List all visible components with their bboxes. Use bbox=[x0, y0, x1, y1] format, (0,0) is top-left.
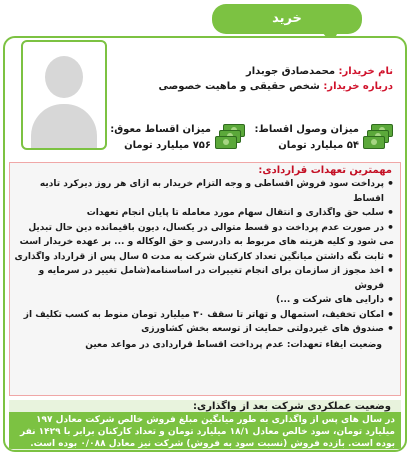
obligations-list bbox=[10, 177, 400, 337]
overdue-installments-value: ۷۵۶ میلیارد تومان bbox=[124, 140, 211, 151]
cash-bundle-icon bbox=[215, 124, 245, 148]
performance-title: وضعیت عملکردی شرکت بعد از واگذاری: bbox=[193, 401, 391, 412]
list-item: • سلب حق واگذاری و انتقال سهام مورد معامله تا پایان انجام تعهدات bbox=[14, 206, 394, 221]
obligations-section bbox=[9, 162, 401, 396]
performance-text: در سال های پس از واگذاری به طور میانگین مبلغ فروش خالص شرکت معادل ۱۹۷ میلیارد تومان، سود خالص معادل ۱۸/۱ میلیارد تومان و تعداد کارکنان برابر با ۱۴۲۹ نفر بوده است. بازده فروش (نسبت سود به فروش) شرکت نیز معادل ۰/۰۸۸ بوده است. bbox=[9, 412, 401, 449]
obligations-title: مهمترین تعهدات قراردادی: bbox=[258, 165, 392, 176]
buyer-name-value: محمدصادق جوبدار bbox=[246, 66, 336, 77]
buyer-about-label: درباره خریدار: bbox=[323, 81, 393, 92]
buyer-info bbox=[123, 66, 393, 96]
list-item: • صندوق های غیردولتی حمایت از توسعه بخش کشاورزی bbox=[14, 322, 394, 337]
avatar-body bbox=[31, 104, 97, 148]
list-item: می شود و کلیه هزینه های مربوط به دادرسی و حق الوکاله و ... بر عهده خریدار است bbox=[19, 237, 394, 247]
list-item: • ثابت نگه داشتن میانگین تعداد کارکنان شرکت به مدت ۵ سال پس از قرارداد واگذاری bbox=[14, 250, 394, 265]
buyer-card bbox=[3, 36, 407, 452]
list-item: • دارایی های شرکت و ...) bbox=[14, 293, 394, 308]
buyer-about-value: شخص حقیقی و ماهیت خصوصی bbox=[158, 81, 320, 92]
installment-receipt-label: میزان وصول اقساط: bbox=[254, 124, 359, 135]
list-item: • امکان تخفیف، استمهال و تهاتر تا سقف ۳۰ میلیارد تومان منوط به کسب تکلیف از bbox=[14, 308, 394, 323]
list-item: • پرداخت سود فروش اقساطی و وجه التزام خریدار به ازای هر روز دیرکرد تادیه اقساط bbox=[14, 177, 394, 206]
fulfillment-status bbox=[10, 338, 400, 352]
list-item: • در صورت عدم پرداخت دو قسط متوالی در یکسال، دیون باقیمانده دین حال تبدیل bbox=[14, 221, 394, 236]
buyer-about-row bbox=[123, 81, 393, 92]
buyer-name-row bbox=[123, 66, 393, 77]
performance-section bbox=[9, 400, 401, 450]
fulfillment-label: وضعیت ایفاء تعهدات: bbox=[286, 339, 382, 350]
header-title: خرید bbox=[212, 4, 362, 34]
overdue-installments-label: میزان اقساط معوق: bbox=[110, 124, 211, 135]
overdue-installments-stat bbox=[95, 120, 245, 162]
list-item: • اخذ مجوز از سازمان برای انجام تغییرات در اساسنامه(شامل تغییر در سرمایه و فروش bbox=[14, 264, 394, 293]
avatar-head bbox=[45, 56, 83, 98]
cash-bundle-icon bbox=[363, 124, 393, 148]
fulfillment-value: عدم پرداخت اقساط قراردادی در مواعد معین bbox=[85, 339, 284, 350]
installment-receipt-stat bbox=[243, 120, 393, 162]
buyer-name-label: نام خریدار: bbox=[338, 66, 393, 77]
installment-receipt-value: ۵۴ میلیارد تومان bbox=[278, 140, 359, 151]
